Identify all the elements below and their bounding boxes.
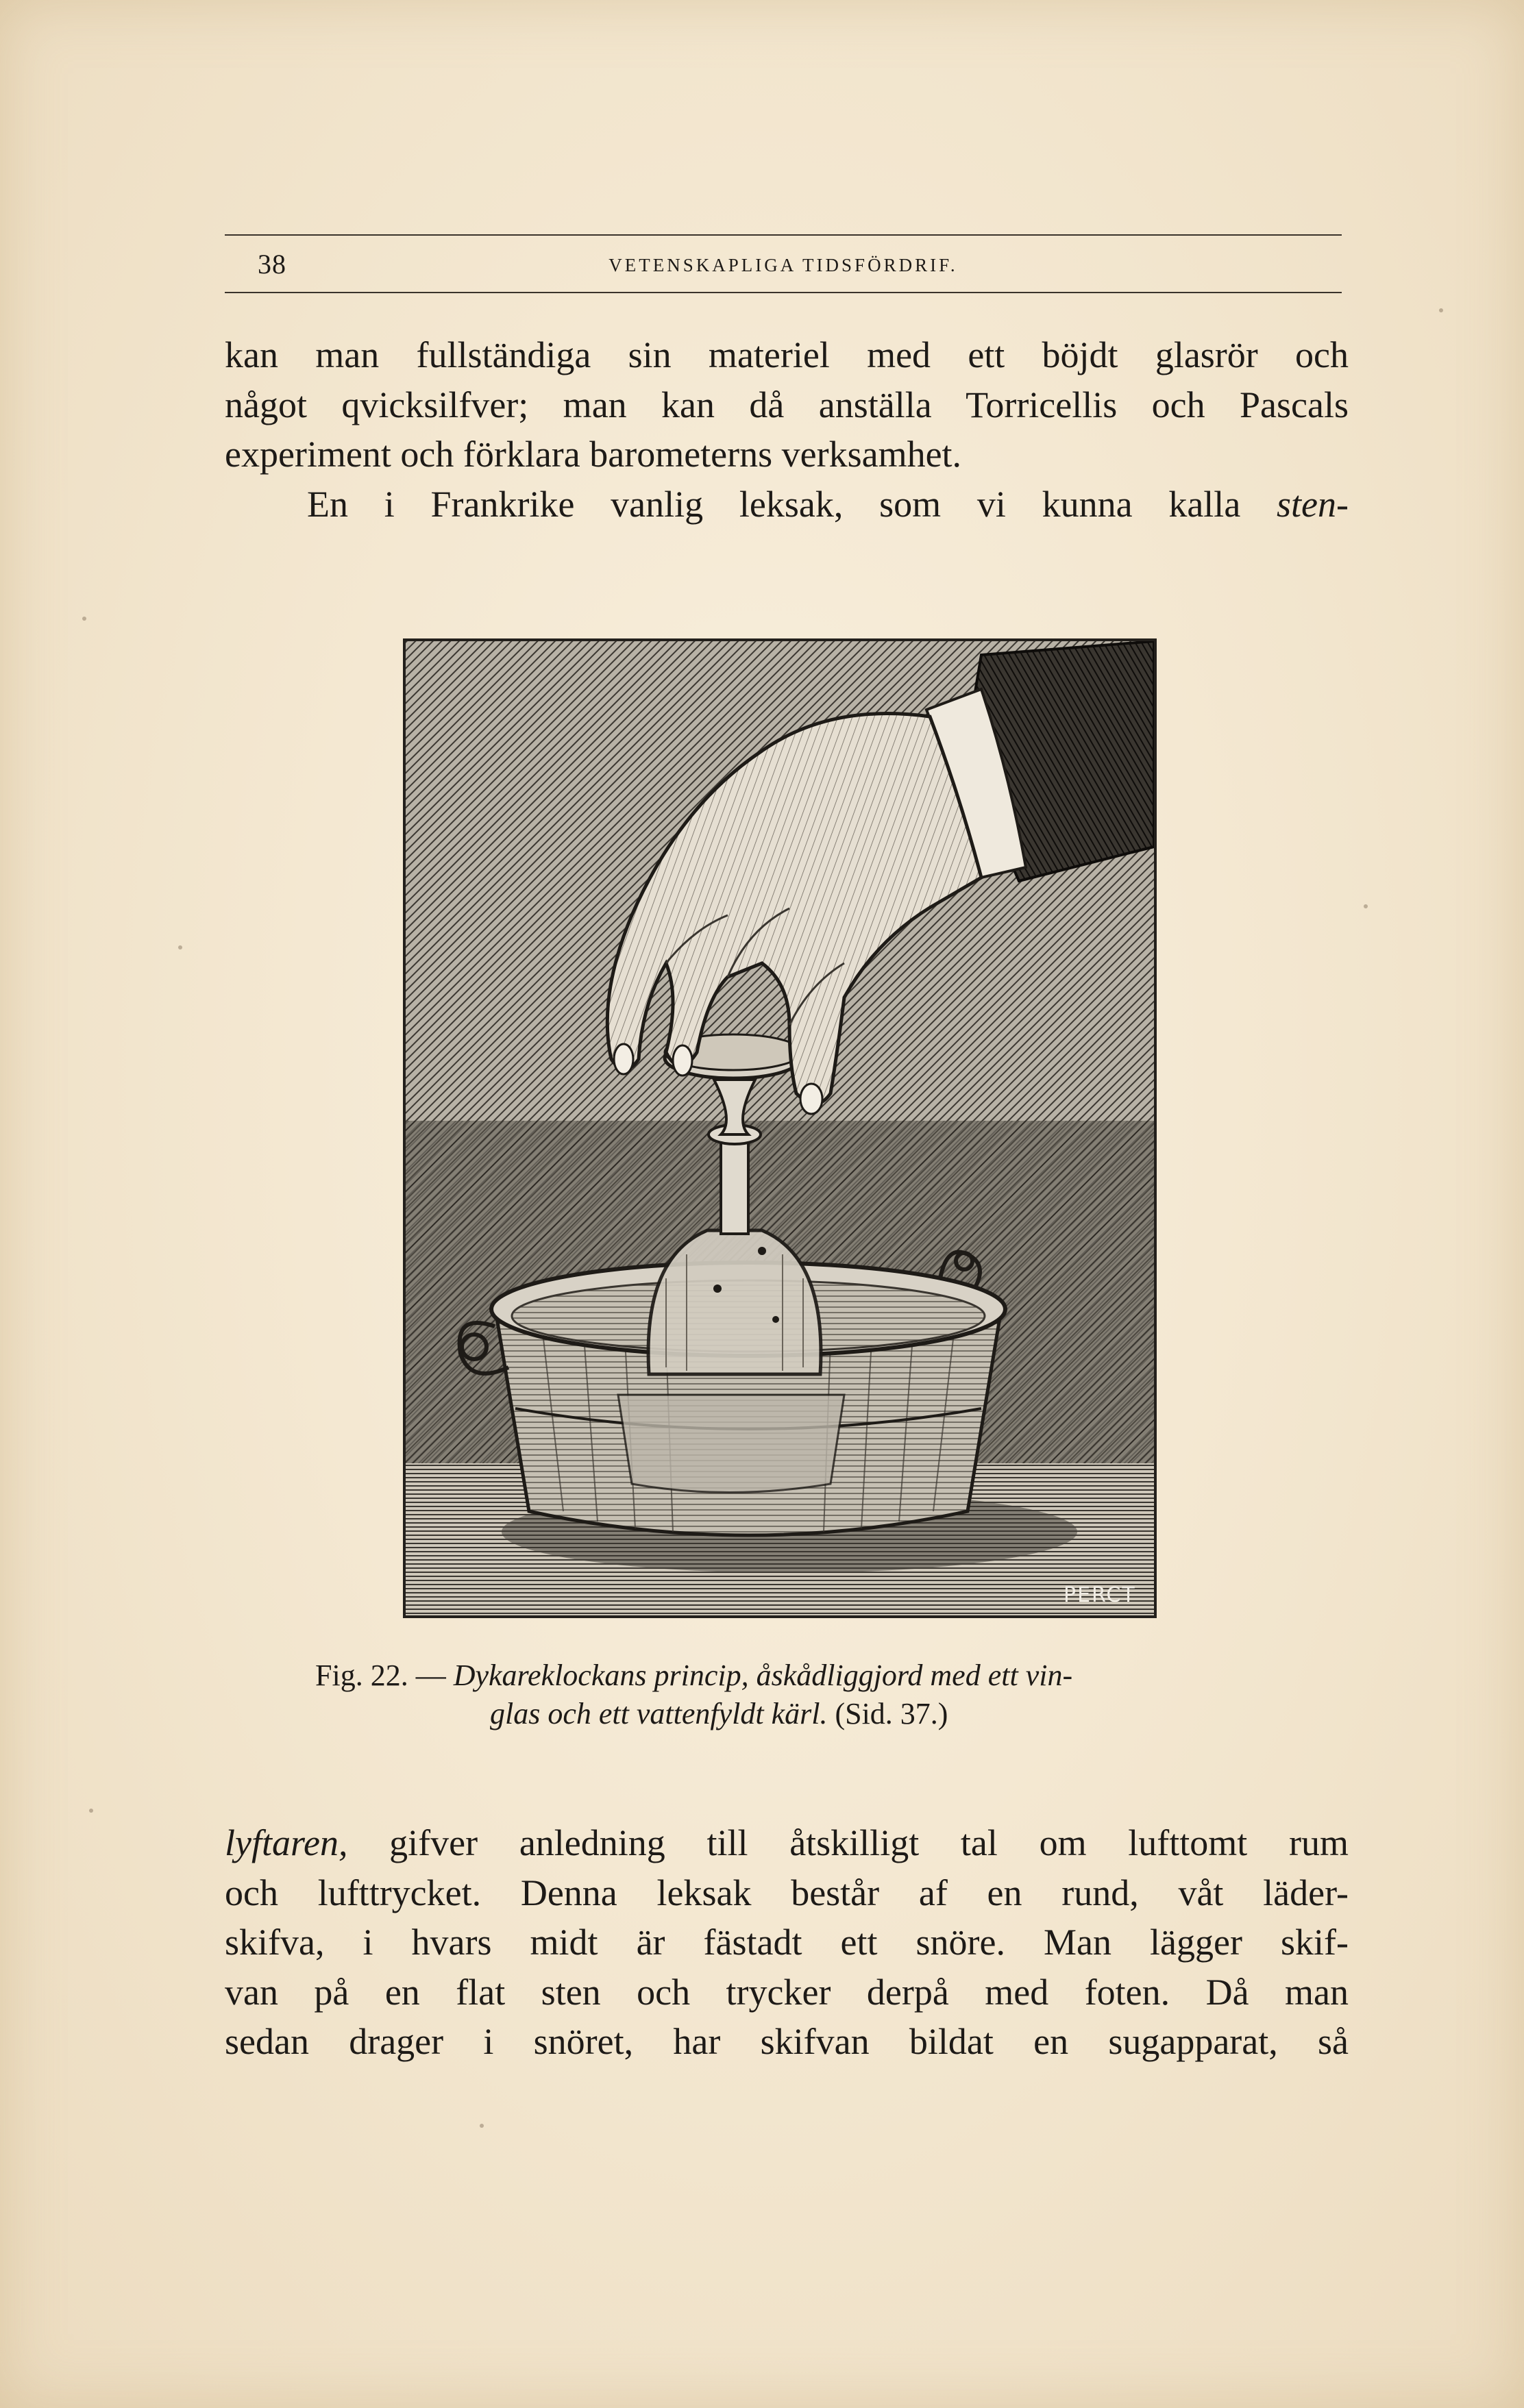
- caption-italic: glas och ett vattenfyldt kärl.: [490, 1697, 828, 1730]
- text-line: kan man fullständiga sin materiel med ett böjdt glasrör och: [225, 334, 1349, 375]
- header-rule-top: [225, 234, 1342, 236]
- text-line: något qvicksilfver; man kan då anställa Torricellis och Pascals: [225, 384, 1349, 425]
- page-number: 38: [258, 249, 286, 280]
- engraver-signature: PERCT: [1064, 1583, 1136, 1607]
- text-line: sedan drager i snöret, har skifvan bildat en sugapparat, så: [225, 2021, 1349, 2062]
- text-line: experiment och förklara barometerns verksamhet.: [225, 434, 962, 475]
- text-line: van på en flat sten och trycker derpå med foten. Då man: [225, 1971, 1349, 2013]
- figure-engraving: [403, 638, 1157, 1618]
- body-text-top: [225, 330, 1349, 529]
- body-text-bottom: [225, 1818, 1349, 2067]
- text-italic: lyftaren,: [225, 1822, 348, 1863]
- caption-label: Fig. 22. —: [315, 1659, 454, 1692]
- text-roman: gifver anledning till åtskilligt tal om lufttomt rum: [347, 1822, 1349, 1863]
- running-head: VETENSKAPLIGA TIDSFÖRDRIF.: [609, 255, 958, 275]
- caption-reference: (Sid. 37.): [827, 1697, 948, 1730]
- header-rule-bottom: [225, 292, 1342, 293]
- caption-italic: Dykareklockans princip, åskådliggjord med ett vin-: [453, 1659, 1073, 1692]
- caption-line: [315, 1695, 1275, 1733]
- text-line: [225, 480, 1349, 530]
- text-line: [225, 1818, 1349, 1868]
- caption-line: [315, 1656, 1275, 1695]
- text-italic: sten-: [1277, 483, 1349, 525]
- text-roman: En i Frankrike vanlig leksak, som vi kunna kalla: [307, 483, 1277, 525]
- text-line: skifva, i hvars midt är fästadt ett snöre. Man lägger skif-: [225, 1922, 1349, 1963]
- page-header: [225, 234, 1342, 296]
- figure-caption: [315, 1656, 1275, 1733]
- engraving-illustration: [406, 641, 1154, 1615]
- text-line: och lufttrycket. Denna leksak består af en rund, våt läder-: [225, 1872, 1349, 1913]
